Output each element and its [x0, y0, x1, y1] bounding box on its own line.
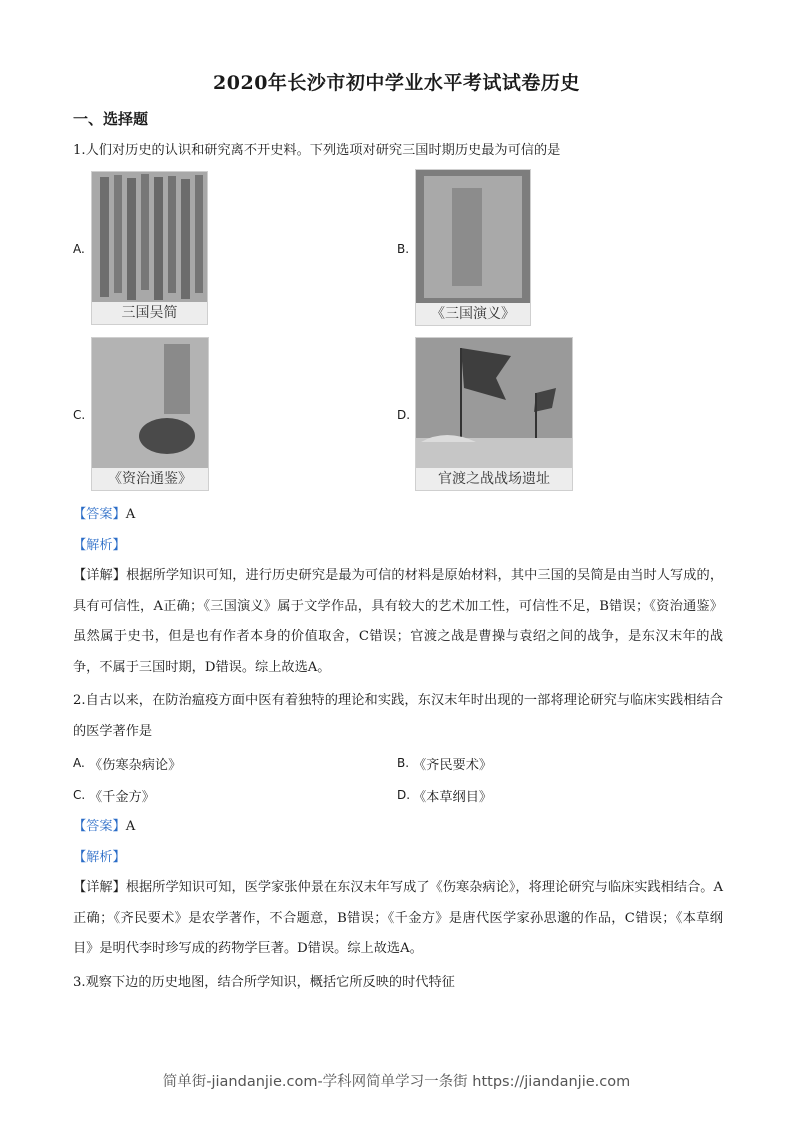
- q2-answer: [73, 817, 135, 837]
- q1-option-d-image: [415, 337, 573, 491]
- q1-option-c-label: C.: [73, 408, 86, 422]
- q1-option-d-caption: 官渡之战战场遗址: [416, 468, 572, 490]
- answer-value: A: [125, 507, 136, 522]
- q1-detail: [73, 561, 723, 683]
- q1-option-b-image: [415, 169, 531, 326]
- page-footer: 简单街-jiandanjie.com-学科网简单学习一条街 https://jiandanjie.com: [162, 1074, 631, 1090]
- q1-option-c-image: [91, 337, 209, 491]
- q1-option-a-image: [91, 171, 208, 325]
- q1-answer: [73, 505, 135, 525]
- detail-text: 根据所学知识可知，进行历史研究是最为可信的材料是原始材料，其中三国的吴简是由当时人写成的，具有可信性，A正确；《三国演义》属于文学作品，具有较大的艺术加工性，可信性不足，B错误；《资治通鉴》虽然属于史书，但是也有作者本身的价值取舍，C错误；官渡之战是曹操与袁绍之间的战争，是东汉末年的战争，不属于三国时期，D错误。综上故选A。: [73, 568, 724, 675]
- detail-text: 根据所学知识可知，医学家张仲景在东汉末年写成了《伤寒杂病论》，将理论研究与临床实践相结合。A正确；《齐民要术》是农学著作，不合题意，B错误；《千金方》是唐代医学家孙思邈的作品，C错误；《本草纲目》是明代李时珍写成的药物学巨著。D错误。综上故选A。: [73, 880, 724, 956]
- battlefield-flags-icon: [416, 338, 572, 468]
- detail-tag: 【详解】: [73, 568, 127, 583]
- detail-tag: 【详解】: [73, 880, 126, 895]
- answer-tag: 【答案】: [73, 507, 126, 522]
- q1-option-b-label: B.: [397, 242, 410, 256]
- q2-option-d-text: 《本草纲目》: [413, 790, 493, 805]
- q1-option-b-caption: 《三国演义》: [416, 303, 530, 325]
- q2-analysis-tag: 【解析】: [73, 850, 126, 865]
- q2-option-b-label: B.: [397, 756, 410, 770]
- q2-detail: [73, 873, 723, 965]
- section-heading: 一、选择题: [73, 110, 149, 128]
- q1-option-a-label: A.: [73, 242, 85, 256]
- q1-option-a-caption: 三国吴简: [92, 302, 207, 324]
- q2-option-a-text: 《伤寒杂病论》: [89, 758, 182, 773]
- q2-stem: 2.自古以来，在防治瘟疫方面中医有着独特的理论和实践，东汉末年时出现的一部将理论研究与临床实践相结合的医学著作是: [73, 693, 723, 739]
- book-cover-icon: [416, 170, 530, 303]
- page-title: 2020年长沙市初中学业水平考试试卷历史: [213, 72, 580, 94]
- q2-option-a-label: A.: [73, 756, 85, 770]
- q2-option-d-label: D.: [397, 788, 411, 802]
- bamboo-slips-icon: [92, 172, 207, 302]
- answer-value: A: [125, 819, 136, 834]
- q2-option-c-text: 《千金方》: [89, 790, 155, 805]
- book-cover-icon: [92, 338, 208, 468]
- q3-stem: 3.观察下边的历史地图，结合所学知识，概括它所反映的时代特征: [73, 975, 455, 990]
- q1-stem: 1.人们对历史的认识和研究离不开史料。下列选项对研究三国时期历史最为可信的是: [73, 143, 561, 158]
- q2-option-c-label: C.: [73, 788, 86, 802]
- answer-tag: 【答案】: [73, 819, 126, 834]
- q1-option-c-caption: 《资治通鉴》: [92, 468, 208, 490]
- q1-option-d-label: D.: [397, 408, 411, 422]
- q1-analysis-tag: 【解析】: [73, 538, 126, 553]
- q2-option-b-text: 《齐民要术》: [413, 758, 493, 773]
